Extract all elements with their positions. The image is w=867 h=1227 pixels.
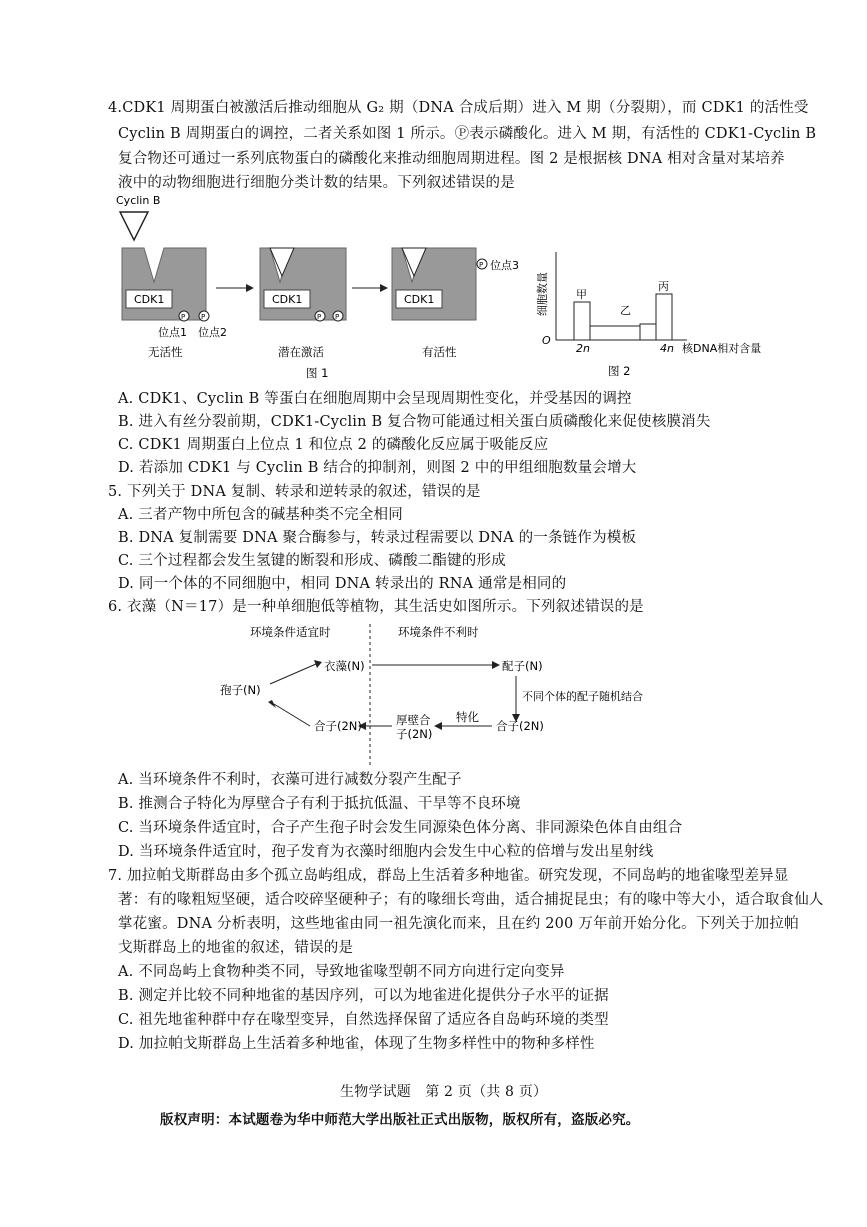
q6-option-b: B. 推测合子特化为厚壁合子有利于抵抗低温、干旱等不良环境 bbox=[118, 796, 521, 812]
fig2-ylabel: 细胞数量 bbox=[536, 272, 549, 316]
state-active: 有活性 bbox=[422, 345, 457, 359]
site2-label: 位点2 bbox=[198, 326, 227, 339]
q5-option-b: B. DNA 复制需要 DNA 聚合酶参与，转录过程需要以 DNA 的一条链作为模板 bbox=[118, 530, 637, 546]
state-potential: 潜在激活 bbox=[278, 345, 324, 359]
svg-text:P: P bbox=[317, 313, 322, 321]
node-houbi-2: 子(2N) bbox=[396, 727, 433, 741]
node-peizi: 配子(N) bbox=[502, 659, 543, 673]
bar-yi bbox=[590, 326, 640, 340]
q4-stem-line-2: Cyclin B 周期蛋白的调控，二者关系如图 1 所示。Ⓟ表示磷酸化。进入 M 期，有活性的 CDK1-Cyclin B bbox=[118, 126, 817, 142]
q5-option-d: D. 同一个体的不同细胞中，相同 DNA 转录出的 RNA 通常是相同的 bbox=[118, 576, 567, 592]
cyclin-b-label: Cyclin B bbox=[116, 194, 161, 207]
header-unfavorable: 环境条件不利时 bbox=[398, 625, 479, 639]
copyright-notice: 版权声明：本试题卷为华中师范大学出版社正式出版物，版权所有，盗版必究。 bbox=[160, 1112, 640, 1128]
q4-stem-line-4: 液中的动物细胞进行细胞分类计数的结果。下列叙述错误的是 bbox=[118, 175, 515, 191]
svg-text:2n: 2n bbox=[576, 342, 590, 355]
state-inactive: 无活性 bbox=[148, 345, 183, 359]
q5-option-c: C. 三个过程都会发生氢键的断裂和形成、磷酸二酯键的形成 bbox=[118, 553, 506, 569]
site1-label: 位点1 bbox=[158, 326, 187, 339]
svg-text:P: P bbox=[201, 313, 206, 321]
header-favorable: 环境条件适宜时 bbox=[250, 625, 331, 639]
q4-option-d: D. 若添加 CDK1 与 Cyclin B 结合的抑制剂，则图 2 中的甲组细胞数量会增大 bbox=[118, 460, 637, 476]
life-cycle-diagram bbox=[210, 620, 680, 770]
site3-label: 位点3 bbox=[490, 259, 519, 272]
q4-stem-line-3: 复合物还可通过一系列底物蛋白的磷酸化来推动细胞周期进程。图 2 是根据核 DNA 相对含量对某培养 bbox=[118, 151, 785, 167]
node-hezi-right: 合子(2N) bbox=[496, 719, 544, 733]
q6-stem: 6. 衣藻（N＝17）是一种单细胞低等植物，其生活史如图所示。下列叙述错误的是 bbox=[108, 599, 644, 615]
fig2-xlabel: 核DNA相对含量 bbox=[682, 342, 762, 355]
node-houbi-1: 厚壁合 bbox=[396, 713, 431, 727]
cyclin-b-triangle bbox=[120, 212, 148, 240]
q7-option-b: B. 测定并比较不同种地雀的基因序列，可以为地雀进化提供分子水平的证据 bbox=[118, 988, 609, 1004]
figure-1-caption: 图 1 bbox=[306, 366, 329, 380]
node-baozi: 孢子(N) bbox=[220, 683, 261, 697]
q5-stem: 5. 下列关于 DNA 复制、转录和逆转录的叙述，错误的是 bbox=[108, 484, 481, 500]
svg-text:O: O bbox=[542, 334, 551, 347]
cdk1-label-1: CDK1 bbox=[134, 293, 165, 306]
svg-text:甲: 甲 bbox=[576, 288, 587, 301]
q7-stem-line-1: 7. 加拉帕戈斯群岛由多个孤立岛屿组成，群岛上生活着多种地雀。研究发现，不同岛屿的地雀喙型差异显 bbox=[108, 868, 789, 884]
svg-text:乙: 乙 bbox=[620, 304, 631, 317]
q4-option-a: A. CDK1、Cyclin B 等蛋白在细胞周期中会呈现周期性变化，并受基因的调控 bbox=[118, 391, 632, 407]
q7-option-d: D. 加拉帕戈斯群岛上生活着多种地雀，体现了生物多样性中的物种多样性 bbox=[118, 1036, 595, 1052]
edge-combine: 不同个体的配子随机结合 bbox=[522, 690, 643, 703]
node-hezi-left: 合子(2N) bbox=[314, 719, 362, 733]
q7-stem-line-3: 掌花蜜。DNA 分析表明，这些地雀由同一祖先演化而来，且在约 200 万年前开始分化。下列关于加拉帕 bbox=[118, 916, 799, 932]
q7-stem-line-4: 戈斯群岛上的地雀的叙述，错误的是 bbox=[118, 940, 354, 956]
svg-text:P: P bbox=[479, 261, 484, 269]
page-number: 生物学试题 第 2 页（共 8 页） bbox=[340, 1084, 548, 1100]
figure-2-caption: 图 2 bbox=[608, 364, 631, 378]
q7-option-a: A. 不同岛屿上食物种类不同，导致地雀喙型朝不同方向进行定向变异 bbox=[118, 964, 565, 980]
cdk1-label-3: CDK1 bbox=[404, 293, 435, 306]
bar-jia bbox=[574, 302, 590, 340]
svg-text:丙: 丙 bbox=[658, 280, 669, 293]
q6-option-a: A. 当环境条件不利时，衣藻可进行减数分裂产生配子 bbox=[118, 772, 462, 788]
q4-option-b: B. 进入有丝分裂前期，CDK1-Cyclin B 复合物可能通过相关蛋白质磷酸化来促使核膜消失 bbox=[118, 414, 711, 430]
svg-text:P: P bbox=[335, 313, 340, 321]
q7-option-c: C. 祖先地雀种群中存在喙型变异，自然选择保留了适应各自岛屿环境的类型 bbox=[118, 1012, 609, 1028]
node-yizao: 衣藻(N) bbox=[324, 659, 365, 673]
q4-stem-line-1: 4.CDK1 周期蛋白被激活后推动细胞从 G₂ 期（DNA 合成后期）进入 M 期（分裂期），而 CDK1 的活性受 bbox=[108, 100, 809, 116]
edge-tehua: 特化 bbox=[456, 710, 479, 724]
q4-option-c: C. CDK1 周期蛋白上位点 1 和位点 2 的磷酸化反应属于吸能反应 bbox=[118, 437, 549, 453]
svg-text:P: P bbox=[181, 313, 186, 321]
q7-stem-line-2: 著：有的喙粗短坚硬，适合咬碎坚硬种子；有的喙细长弯曲，适合捕捉昆虫；有的喙中等大小，适合取食仙人 bbox=[118, 892, 824, 908]
q5-option-a: A. 三者产物中所包含的碱基种类不完全相同 bbox=[118, 507, 403, 523]
figure-2 bbox=[532, 248, 792, 383]
cdk1-inactive-shape bbox=[122, 248, 206, 320]
q6-option-d: D. 当环境条件适宜时，孢子发育为衣藻时细胞内会发生中心粒的倍增与发出星射线 bbox=[118, 844, 654, 860]
figure-1 bbox=[110, 190, 530, 385]
svg-text:4n: 4n bbox=[660, 342, 674, 355]
bar-bing bbox=[656, 294, 672, 340]
q6-option-c: C. 当环境条件适宜时，合子产生孢子时会发生同源染色体分离、非同源染色体自由组合 bbox=[118, 820, 683, 836]
cdk1-label-2: CDK1 bbox=[272, 293, 303, 306]
